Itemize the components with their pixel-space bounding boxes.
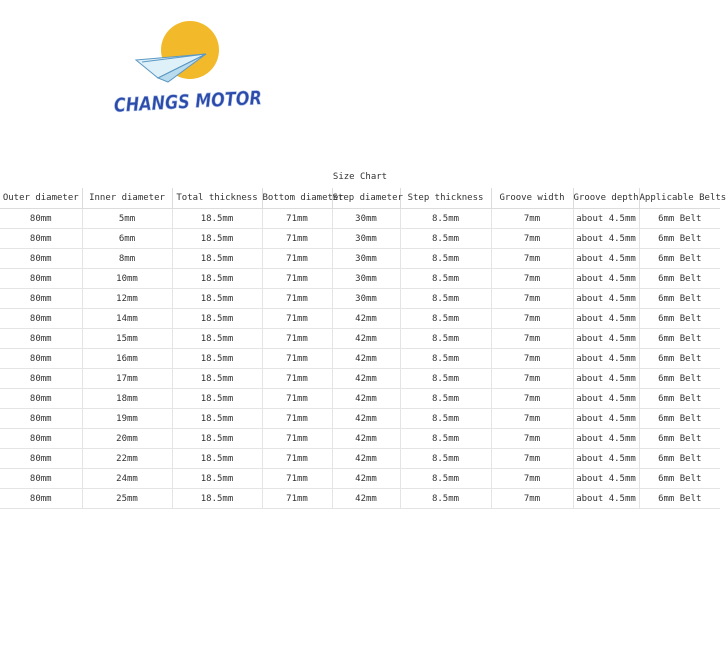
table-cell: 80mm <box>0 469 82 489</box>
table-cell: about 4.5mm <box>573 449 639 469</box>
table-cell: 14mm <box>82 309 172 329</box>
table-cell: 7mm <box>491 229 573 249</box>
brand-logo-text: CHANGS MOTOR <box>113 85 290 117</box>
table-cell: 42mm <box>332 369 400 389</box>
table-cell: about 4.5mm <box>573 209 639 229</box>
table-cell: 30mm <box>332 289 400 309</box>
table-cell: 42mm <box>332 449 400 469</box>
table-cell: 8.5mm <box>400 349 491 369</box>
table-cell: 7mm <box>491 489 573 509</box>
table-row <box>0 229 720 249</box>
column-header: Applicable Belts <box>639 188 720 209</box>
table-cell: 42mm <box>332 389 400 409</box>
table-row <box>0 249 720 269</box>
table-cell: 7mm <box>491 329 573 349</box>
table-cell: 71mm <box>262 449 332 469</box>
table-cell: 18.5mm <box>172 389 262 409</box>
table-cell: 8.5mm <box>400 249 491 269</box>
table-cell: about 4.5mm <box>573 229 639 249</box>
table-cell: 6mm Belt <box>639 369 720 389</box>
table-cell: 71mm <box>262 369 332 389</box>
table-cell: 42mm <box>332 309 400 329</box>
table-cell: 30mm <box>332 209 400 229</box>
table-cell: 7mm <box>491 429 573 449</box>
table-cell: 7mm <box>491 309 573 329</box>
table-cell: 6mm Belt <box>639 269 720 289</box>
table-cell: 71mm <box>262 209 332 229</box>
table-cell: 30mm <box>332 229 400 249</box>
table-cell: 7mm <box>491 349 573 369</box>
table-cell: 71mm <box>262 289 332 309</box>
table-cell: about 4.5mm <box>573 469 639 489</box>
table-cell: 80mm <box>0 449 82 469</box>
table-cell: 71mm <box>262 469 332 489</box>
table-cell: 7mm <box>491 209 573 229</box>
table-cell: 6mm <box>82 229 172 249</box>
table-cell: 71mm <box>262 409 332 429</box>
table-cell: 71mm <box>262 229 332 249</box>
table-cell: about 4.5mm <box>573 389 639 409</box>
table-cell: about 4.5mm <box>573 289 639 309</box>
table-cell: 15mm <box>82 329 172 349</box>
table-cell: about 4.5mm <box>573 309 639 329</box>
table-cell: 6mm Belt <box>639 289 720 309</box>
table-cell: 5mm <box>82 209 172 229</box>
table-cell: 80mm <box>0 329 82 349</box>
table-cell: 71mm <box>262 429 332 449</box>
column-header: Total thickness <box>172 188 262 209</box>
table-cell: 80mm <box>0 489 82 509</box>
table-cell: 8.5mm <box>400 489 491 509</box>
table-cell: 18.5mm <box>172 269 262 289</box>
table-cell: 71mm <box>262 249 332 269</box>
column-header: Outer diameter <box>0 188 82 209</box>
table-cell: 80mm <box>0 209 82 229</box>
table-cell: 7mm <box>491 469 573 489</box>
column-header: Step thickness <box>400 188 491 209</box>
table-cell: 80mm <box>0 269 82 289</box>
table-cell: about 4.5mm <box>573 349 639 369</box>
table-cell: 8.5mm <box>400 469 491 489</box>
table-cell: 6mm Belt <box>639 229 720 249</box>
table-cell: 18.5mm <box>172 349 262 369</box>
table-cell: 18.5mm <box>172 229 262 249</box>
table-cell: about 4.5mm <box>573 329 639 349</box>
table-caption: Size Chart <box>332 172 388 182</box>
table-cell: 18mm <box>82 389 172 409</box>
table-cell: 18.5mm <box>172 249 262 269</box>
size-chart-table <box>0 188 726 509</box>
table-cell: about 4.5mm <box>573 249 639 269</box>
table-cell: 6mm Belt <box>639 469 720 489</box>
table-cell: 18.5mm <box>172 369 262 389</box>
table-cell: 7mm <box>491 449 573 469</box>
table-cell: 71mm <box>262 269 332 289</box>
table-row <box>0 349 720 369</box>
table-row <box>0 209 720 229</box>
table-row <box>0 329 720 349</box>
table-cell: 8.5mm <box>400 229 491 249</box>
table-row <box>0 469 720 489</box>
table-cell: 18.5mm <box>172 209 262 229</box>
table-cell: 80mm <box>0 389 82 409</box>
table-cell: 18.5mm <box>172 309 262 329</box>
table-cell: about 4.5mm <box>573 269 639 289</box>
table-cell: 7mm <box>491 269 573 289</box>
table-cell: 7mm <box>491 289 573 309</box>
table-cell: 8.5mm <box>400 209 491 229</box>
table-cell: 80mm <box>0 369 82 389</box>
column-header: Inner diameter <box>82 188 172 209</box>
table-cell: 30mm <box>332 249 400 269</box>
table-cell: 18.5mm <box>172 449 262 469</box>
table-cell: 71mm <box>262 329 332 349</box>
table-row <box>0 389 720 409</box>
table-cell: 80mm <box>0 249 82 269</box>
table-cell: 8.5mm <box>400 369 491 389</box>
column-header: Groove width <box>491 188 573 209</box>
table-cell: about 4.5mm <box>573 429 639 449</box>
table-cell: 18.5mm <box>172 469 262 489</box>
table-cell: 17mm <box>82 369 172 389</box>
table-cell: 6mm Belt <box>639 349 720 369</box>
table-cell: 10mm <box>82 269 172 289</box>
table-cell: 71mm <box>262 309 332 329</box>
table-cell: 7mm <box>491 369 573 389</box>
table-cell: 18.5mm <box>172 289 262 309</box>
table-cell: 42mm <box>332 349 400 369</box>
paper-plane-sun-icon <box>112 20 290 120</box>
table-cell: 80mm <box>0 229 82 249</box>
table-cell: 42mm <box>332 489 400 509</box>
table-cell: 6mm Belt <box>639 429 720 449</box>
table-row <box>0 269 720 289</box>
table-row <box>0 309 720 329</box>
table-cell: 25mm <box>82 489 172 509</box>
brand-logo <box>112 20 290 120</box>
table-cell: 42mm <box>332 409 400 429</box>
table-cell: 7mm <box>491 249 573 269</box>
table-cell: 8.5mm <box>400 289 491 309</box>
table-cell: about 4.5mm <box>573 409 639 429</box>
table-row <box>0 289 720 309</box>
table-cell: 6mm Belt <box>639 249 720 269</box>
table-cell: 71mm <box>262 349 332 369</box>
table-cell: 22mm <box>82 449 172 469</box>
table-cell: 80mm <box>0 309 82 329</box>
table-cell: 20mm <box>82 429 172 449</box>
table-header-row <box>0 188 720 209</box>
table-cell: 8mm <box>82 249 172 269</box>
table-cell: 71mm <box>262 389 332 409</box>
column-header: Groove depth <box>573 188 639 209</box>
table-cell: 80mm <box>0 429 82 449</box>
table-cell: 42mm <box>332 429 400 449</box>
table-cell: 80mm <box>0 409 82 429</box>
table-cell: 18.5mm <box>172 429 262 449</box>
table-cell: 8.5mm <box>400 449 491 469</box>
table-cell: 6mm Belt <box>639 389 720 409</box>
table-cell: 18.5mm <box>172 489 262 509</box>
table-cell: 19mm <box>82 409 172 429</box>
table-cell: 7mm <box>491 389 573 409</box>
table-cell: 6mm Belt <box>639 409 720 429</box>
column-header: Bottom diameter <box>262 188 332 209</box>
table-row <box>0 489 720 509</box>
column-header: Step diameter <box>332 188 400 209</box>
table-cell: 80mm <box>0 349 82 369</box>
table-cell: about 4.5mm <box>573 369 639 389</box>
table-row <box>0 369 720 389</box>
table-cell: 6mm Belt <box>639 489 720 509</box>
table-cell: 42mm <box>332 469 400 489</box>
table-cell: 80mm <box>0 289 82 309</box>
table-cell: 8.5mm <box>400 429 491 449</box>
table-cell: 6mm Belt <box>639 329 720 349</box>
table-cell: 6mm Belt <box>639 209 720 229</box>
table-cell: 16mm <box>82 349 172 369</box>
table-cell: 18.5mm <box>172 409 262 429</box>
table-cell: 8.5mm <box>400 389 491 409</box>
table-cell: 24mm <box>82 469 172 489</box>
table-cell: 6mm Belt <box>639 449 720 469</box>
table-cell: 6mm Belt <box>639 309 720 329</box>
table-cell: 12mm <box>82 289 172 309</box>
table-row <box>0 409 720 429</box>
table-cell: 18.5mm <box>172 329 262 349</box>
table-body <box>0 209 720 509</box>
table-cell: 7mm <box>491 409 573 429</box>
table-cell: about 4.5mm <box>573 489 639 509</box>
table-cell: 71mm <box>262 489 332 509</box>
table-cell: 8.5mm <box>400 409 491 429</box>
table-cell: 8.5mm <box>400 329 491 349</box>
table-cell: 8.5mm <box>400 309 491 329</box>
table-cell: 30mm <box>332 269 400 289</box>
table-cell: 42mm <box>332 329 400 349</box>
table-cell: 8.5mm <box>400 269 491 289</box>
table-row <box>0 449 720 469</box>
table-row <box>0 429 720 449</box>
